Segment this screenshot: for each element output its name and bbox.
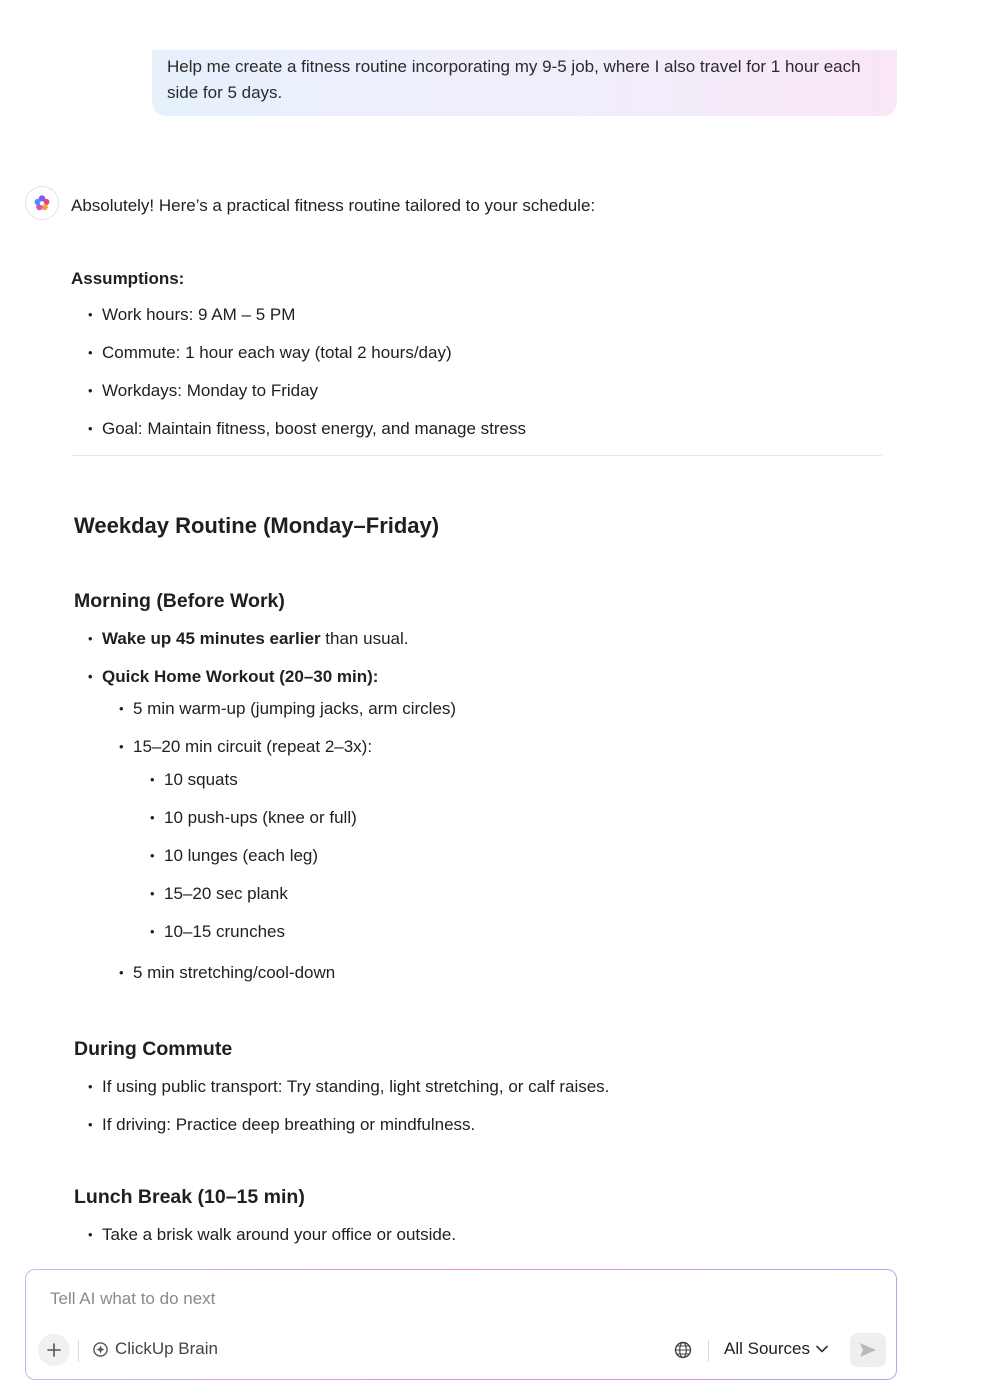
send-icon [859, 1342, 877, 1358]
composer-input[interactable]: Tell AI what to do next [50, 1289, 216, 1308]
assumptions-heading: Assumptions: [71, 269, 185, 288]
list-item: • 10 squats [164, 769, 238, 791]
list-item: • 15–20 min circuit (repeat 2–3x): [133, 736, 372, 758]
list-item: • If using public transport: Try standing, light stretching, or calf raises. [102, 1076, 609, 1098]
lunch-heading: Lunch Break (10–15 min) [74, 1186, 305, 1208]
brain-icon [92, 1341, 109, 1358]
message-composer [25, 1269, 897, 1380]
divider [72, 455, 882, 456]
list-item: • Take a brisk walk around your office or outside. [102, 1224, 456, 1246]
wake-rest-text: than usual. [320, 629, 409, 648]
separator [78, 1340, 79, 1362]
ai-avatar [25, 186, 59, 220]
list-item: • If driving: Practice deep breathing or mindfulness. [102, 1114, 475, 1136]
user-message-text: Help me create a fitness routine incorporating my 9-5 job, where I also travel for 1 hour each side for 5 days. [167, 57, 861, 102]
chevron-down-icon [816, 1345, 828, 1353]
globe-icon [674, 1341, 692, 1359]
assistant-intro: Absolutely! Here’s a practical fitness routine tailored to your schedule: [71, 196, 596, 215]
separator [708, 1340, 709, 1362]
web-search-toggle[interactable] [674, 1341, 692, 1364]
morning-heading: Morning (Before Work) [74, 590, 285, 612]
list-item: • 15–20 sec plank [164, 883, 288, 905]
list-item: • 10–15 crunches [164, 921, 285, 943]
list-item: • 5 min stretching/cool-down [133, 962, 335, 984]
clickup-brain-logo-icon [33, 194, 51, 212]
list-item: • Work hours: 9 AM – 5 PM [102, 304, 295, 326]
plus-icon [47, 1343, 61, 1357]
clickup-brain-selector[interactable] [92, 1339, 218, 1359]
list-item: • 10 push-ups (knee or full) [164, 807, 357, 829]
user-message-bubble [152, 50, 897, 116]
sources-dropdown[interactable] [724, 1339, 828, 1359]
weekday-routine-heading: Weekday Routine (Monday–Friday) [74, 513, 440, 538]
list-item: • Workdays: Monday to Friday [102, 380, 318, 402]
brain-label: ClickUp Brain [115, 1339, 218, 1358]
commute-heading: During Commute [74, 1038, 233, 1060]
list-item [102, 628, 408, 650]
send-button[interactable] [850, 1333, 886, 1367]
list-item: • Commute: 1 hour each way (total 2 hours/day) [102, 342, 452, 364]
add-attachment-button[interactable] [38, 1334, 70, 1366]
list-item: • Goal: Maintain fitness, boost energy, and manage stress [102, 418, 526, 440]
list-item: • 10 lunges (each leg) [164, 845, 318, 867]
list-item: • 5 min warm-up (jumping jacks, arm circles) [133, 698, 456, 720]
workout-label: • Quick Home Workout (20–30 min): [102, 666, 378, 688]
wake-bold-text: Wake up 45 minutes earlier [102, 629, 321, 648]
sources-label: All Sources [724, 1339, 810, 1358]
